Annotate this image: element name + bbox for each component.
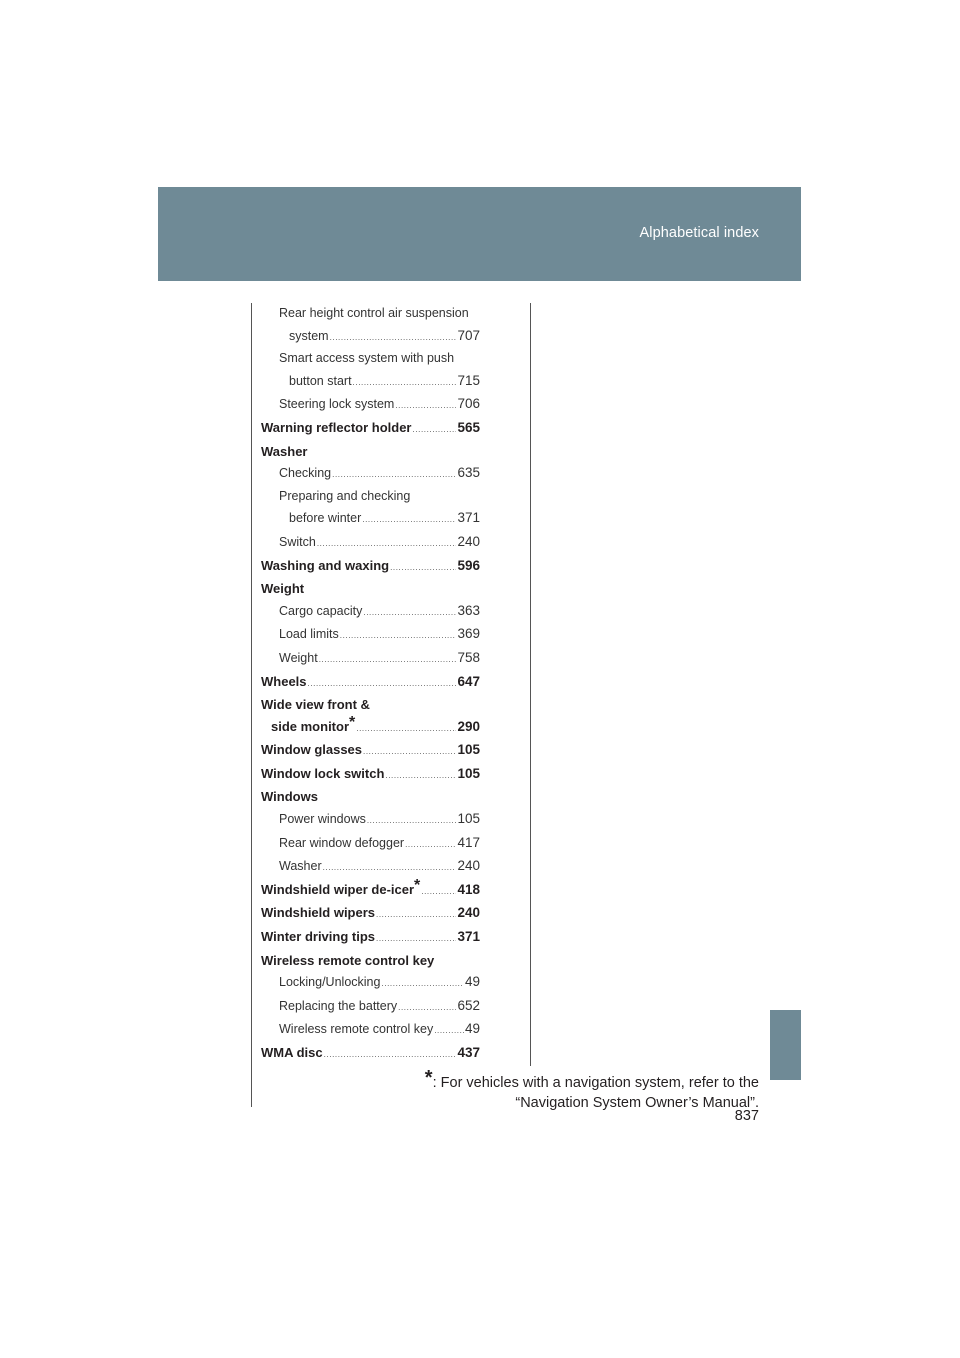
dot-leader xyxy=(323,857,457,879)
dot-leader xyxy=(363,741,456,763)
index-entry-text: Switch xyxy=(279,534,316,549)
index-entry-label xyxy=(279,624,339,646)
index-entry-text: Steering lock system xyxy=(279,397,395,412)
index-entry-heading: Wide view front & xyxy=(261,697,370,713)
index-page-number: 437 xyxy=(457,1045,480,1060)
index-entry xyxy=(261,876,480,903)
index-entry-heading: Windows xyxy=(261,789,318,805)
index-entry-heading: Rear height control air suspension xyxy=(279,306,469,320)
index-entry-text: system xyxy=(289,328,329,343)
dot-leader xyxy=(362,509,456,531)
index-entry-row xyxy=(261,417,480,441)
index-entry xyxy=(261,531,480,555)
dot-leader xyxy=(324,1044,457,1066)
index-entry-label xyxy=(279,532,316,554)
index-entry-row xyxy=(279,600,480,624)
index-page-number: 290 xyxy=(457,718,480,734)
index-page-number: 240 xyxy=(457,858,480,874)
index-entry xyxy=(261,393,480,417)
index-entry xyxy=(261,971,480,995)
index-entry-row xyxy=(261,926,480,950)
dot-leader xyxy=(405,834,456,856)
dot-leader xyxy=(340,625,457,647)
dot-leader xyxy=(376,904,456,926)
index-entry-text: Wireless remote control key xyxy=(279,1022,434,1037)
footnote-line-1: : For vehicles with a navigation system, refer to the xyxy=(432,1075,759,1091)
navigation-footnote-marker: * xyxy=(349,713,356,731)
index-entry xyxy=(261,950,480,972)
index-entry xyxy=(261,555,480,579)
index-page-number: 417 xyxy=(457,834,480,850)
index-entry-text: WMA disc xyxy=(261,1045,323,1060)
index-entry-label xyxy=(261,902,375,924)
index-entry xyxy=(261,1042,480,1066)
index-page-number: 635 xyxy=(457,465,480,481)
index-entry-label xyxy=(279,833,404,855)
index-entry-row xyxy=(279,971,480,995)
index-entry-row xyxy=(261,1042,480,1066)
index-page-number: 371 xyxy=(457,510,480,526)
dot-leader xyxy=(353,372,457,394)
dot-leader xyxy=(395,395,456,417)
dot-leader xyxy=(421,881,456,903)
dot-leader xyxy=(390,557,456,579)
index-entry-text: Weight xyxy=(279,650,318,665)
index-entry xyxy=(261,671,480,695)
index-entry-label xyxy=(279,601,362,623)
index-entry xyxy=(261,623,480,647)
index-entry xyxy=(261,462,480,486)
index-page-number: 49 xyxy=(464,1021,480,1037)
index-entry-text: Load limits xyxy=(279,627,339,642)
footnote-line-2: “Navigation System Owner’s Manual”. xyxy=(515,1095,759,1111)
dot-leader xyxy=(356,718,456,740)
index-entry-label xyxy=(261,555,389,577)
index-entry-row xyxy=(261,739,480,763)
index-entry-row xyxy=(279,325,480,349)
index-entry-label xyxy=(261,671,307,693)
index-entry-row xyxy=(261,902,480,926)
index-entry-text: Rear window defogger xyxy=(279,835,405,850)
index-page-number: 565 xyxy=(457,419,480,435)
index-entry-row xyxy=(279,855,480,879)
index-entry xyxy=(261,486,480,531)
index-entry-row xyxy=(279,370,480,394)
index-entry-heading: Washer xyxy=(261,443,308,459)
index-entry-label xyxy=(261,1042,323,1064)
index-entry-row xyxy=(261,671,480,695)
index-entry-label xyxy=(261,739,362,761)
dot-leader xyxy=(398,997,456,1019)
index-page-number: 105 xyxy=(457,765,480,781)
index-entry-text: Cargo capacity xyxy=(279,603,363,618)
index-entry-label xyxy=(279,648,318,670)
index-entry xyxy=(261,786,480,808)
index-entry-text: Locking/Unlocking xyxy=(279,975,381,990)
index-entry xyxy=(261,763,480,787)
index-entry-label xyxy=(279,856,322,878)
index-entry xyxy=(261,832,480,856)
index-entry-label xyxy=(279,394,394,416)
index-entry xyxy=(261,739,480,763)
dot-leader xyxy=(319,649,457,671)
header-band xyxy=(158,187,801,281)
dot-leader xyxy=(308,673,457,695)
index-page-number: 707 xyxy=(457,327,480,343)
index-entry-text: Checking xyxy=(279,466,332,481)
dot-leader xyxy=(367,810,457,832)
index-entry-label xyxy=(279,996,397,1018)
index-entry-heading: Weight xyxy=(261,581,305,597)
index-entry-heading: Preparing and checking xyxy=(279,488,411,503)
index-page-number: 371 xyxy=(457,929,480,945)
dot-leader xyxy=(332,464,456,486)
index-entry-text: Wheels xyxy=(261,673,307,689)
dot-leader xyxy=(412,419,456,441)
page-number: 837 xyxy=(734,1108,759,1124)
index-entry-heading: Smart access system with push xyxy=(279,351,455,366)
index-page-number: 363 xyxy=(457,602,480,618)
index-entry-text: Washing and waxing xyxy=(261,557,390,573)
dot-leader xyxy=(385,765,456,787)
index-entry xyxy=(261,926,480,950)
index-entry xyxy=(261,902,480,926)
index-entry-label xyxy=(261,926,375,948)
index-entry-label xyxy=(279,809,366,831)
column-rule-left xyxy=(251,303,252,1107)
index-entry xyxy=(261,417,480,441)
index-list xyxy=(261,303,480,1066)
index-entry-label xyxy=(279,463,331,485)
footnote xyxy=(424,1067,759,1113)
index-entry-text: Windshield wiper de-icer xyxy=(261,881,415,897)
index-entry-label xyxy=(261,876,421,901)
index-page-number: 49 xyxy=(464,974,480,990)
dot-leader xyxy=(381,973,464,995)
index-entry xyxy=(261,578,480,600)
index-page-number: 758 xyxy=(457,649,480,665)
footnote-marker: * xyxy=(424,1067,433,1089)
index-page-number: 105 xyxy=(457,742,480,758)
index-entry xyxy=(261,995,480,1019)
column-rule-middle xyxy=(530,303,531,1066)
index-entry-heading: Wireless remote control key xyxy=(261,952,435,968)
index-entry-row xyxy=(279,623,480,647)
index-page-number: 647 xyxy=(457,673,480,689)
index-entry xyxy=(261,1018,480,1042)
index-entry-label xyxy=(271,713,356,738)
index-entry-label xyxy=(279,972,380,994)
index-entry xyxy=(261,303,480,348)
index-entry-text: before winter xyxy=(289,511,362,526)
index-entry-row xyxy=(261,876,480,903)
index-entry-row xyxy=(279,507,480,531)
dot-leader xyxy=(376,928,456,950)
index-page-number: 652 xyxy=(457,997,480,1013)
navigation-footnote-marker: * xyxy=(414,876,421,894)
index-entry-row xyxy=(279,1018,480,1042)
dot-leader xyxy=(363,602,456,624)
index-entry-row xyxy=(261,713,480,740)
index-entry-row xyxy=(261,763,480,787)
index-entry-label xyxy=(289,326,329,348)
section-title: Alphabetical index xyxy=(639,225,759,241)
index-entry-label xyxy=(279,1019,433,1041)
index-entry xyxy=(261,808,480,832)
index-entry-label xyxy=(261,417,411,439)
index-entry-row xyxy=(279,393,480,417)
index-page-number: 418 xyxy=(457,881,480,897)
index-entry-row xyxy=(279,647,480,671)
index-entry-text: Windshield wipers xyxy=(261,905,376,921)
index-entry xyxy=(261,441,480,463)
index-entry-row xyxy=(279,462,480,486)
index-page-number: 706 xyxy=(457,396,480,412)
index-entry xyxy=(261,694,480,739)
index-entry-row xyxy=(279,995,480,1019)
index-entry-text: Power windows xyxy=(279,812,366,827)
index-entry xyxy=(261,600,480,624)
index-entry-row xyxy=(261,555,480,579)
index-entry-label xyxy=(261,763,384,785)
index-page-number: 240 xyxy=(457,533,480,549)
index-page-number: 240 xyxy=(457,905,480,921)
index-entry-text: side monitor xyxy=(271,718,350,734)
chapter-tab xyxy=(770,1010,801,1080)
index-entry xyxy=(261,855,480,879)
index-entry-text: button start xyxy=(289,373,352,388)
index-entry-text: Warning reflector holder xyxy=(261,419,412,435)
dot-leader xyxy=(434,1020,464,1042)
index-entry-row xyxy=(279,808,480,832)
index-page-number: 596 xyxy=(457,557,480,573)
index-entry-text: Window lock switch xyxy=(261,765,385,781)
index-entry-label xyxy=(289,508,361,530)
index-entry xyxy=(261,348,480,393)
index-entry-text: Winter driving tips xyxy=(261,929,375,945)
index-entry-text: Window glasses xyxy=(261,742,363,758)
index-page-number: 715 xyxy=(457,372,480,388)
index-page-number: 369 xyxy=(457,626,480,642)
index-entry-label xyxy=(289,371,352,393)
index-entry-row xyxy=(279,832,480,856)
index-entry-row xyxy=(279,531,480,555)
index-page-number: 105 xyxy=(457,811,480,827)
index-entry-text: Replacing the battery xyxy=(279,998,398,1013)
index-entry xyxy=(261,647,480,671)
index-entry-text: Washer xyxy=(279,859,322,874)
dot-leader xyxy=(317,533,457,555)
dot-leader xyxy=(330,327,457,349)
